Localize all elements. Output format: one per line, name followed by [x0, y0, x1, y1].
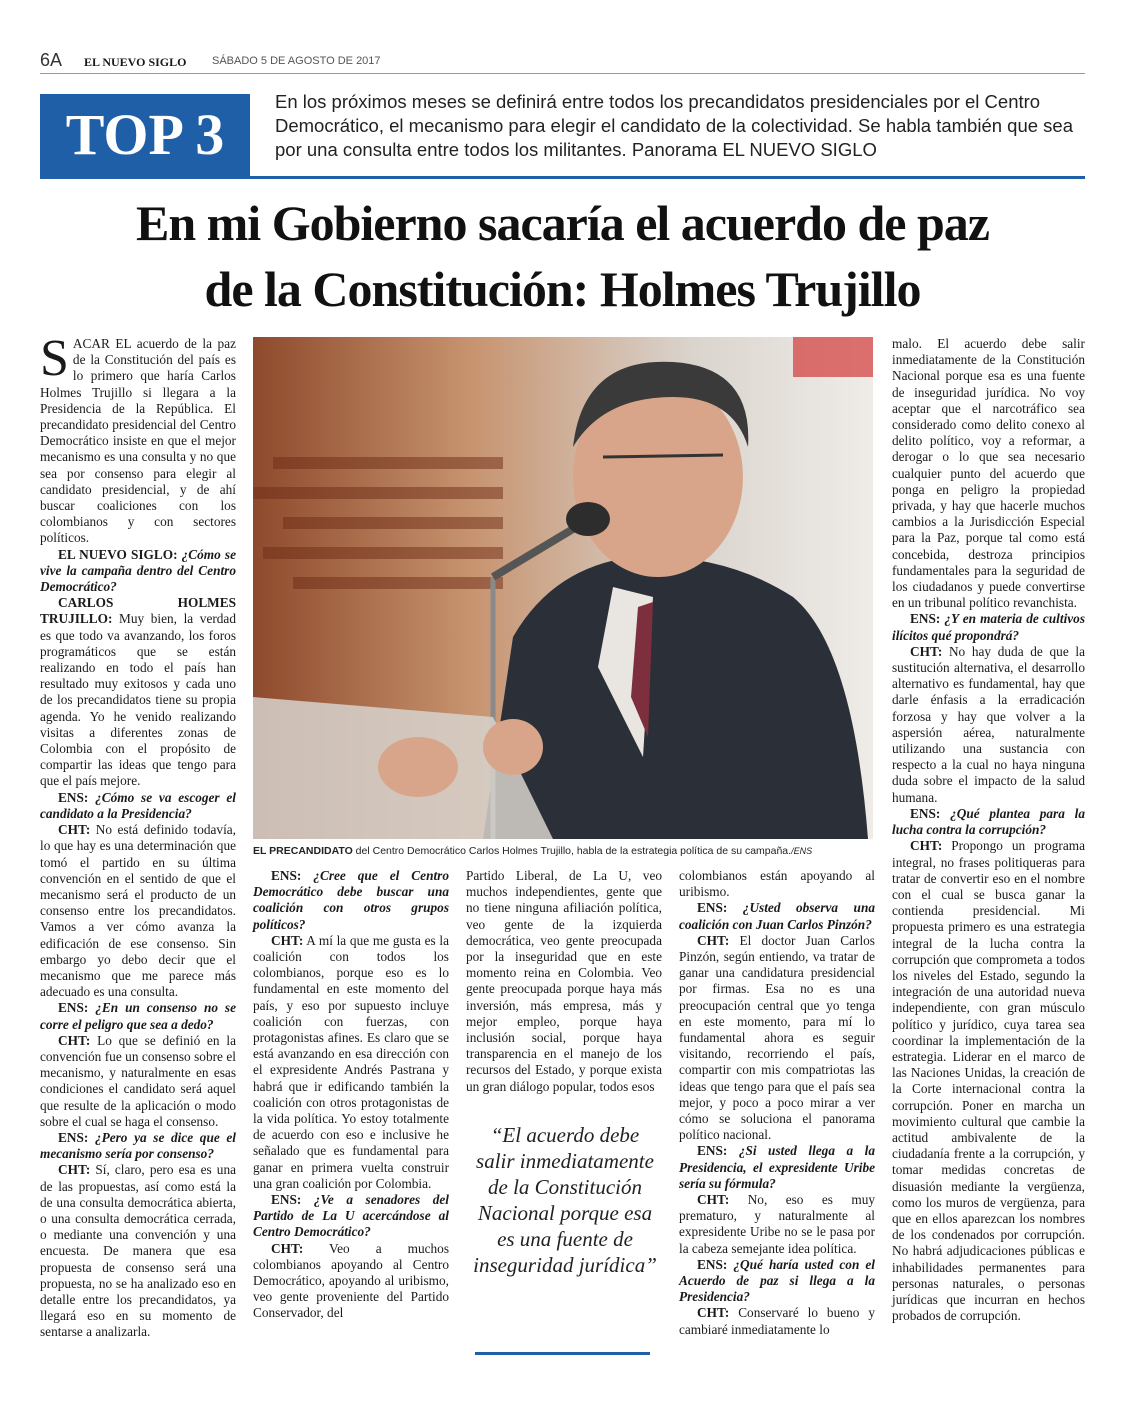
question: ENS: ¿Ve a senadores del Partido de La U acercándose al Centro Democrático? [253, 1192, 449, 1240]
question: ENS: ¿Usted observa una coalición con Juan Carlos Pinzón? [679, 900, 875, 932]
page-number: 6A [40, 50, 63, 70]
answer: CARLOS HOLMES TRUJILLO: Muy bien, la verdad es que todo va avanzando, los foros programáticos que se están realizando en todo el país han resultado muy exitosos y cada uno de los precandidatos tiene su propia agenda. Yo he venido realizando visitas a diferentes zonas de Colombia con el propósito de compartir las ideas que tengo para que el país mejore. [40, 595, 236, 789]
answer: CHT: Conservaré lo bueno y cambiaré inmediatamente lo [679, 1305, 875, 1337]
top3-intro: En los próximos meses se definirá entre todos los precandidatos presidenciales por el Centro Democrático, el mecanismo para elegir el candidato de la colectividad. Se habla también que sea por una consulta entre todos los militantes. Panorama EL NUEVO SIGLO [275, 91, 1074, 160]
newspaper-name: EL NUEVO SIGLO [84, 55, 187, 69]
article-column-1 [40, 330, 237, 1341]
section-rule [40, 176, 1085, 179]
question: ENS: ¿Qué haría usted con el Acuerdo de paz si llega a la Presidencia? [679, 1256, 875, 1305]
paragraph: malo. El acuerdo debe salir inmediatamente de la Constitución Nacional porque esa es una fuente de inseguridad jurídica. No voy aceptar que el narcotráfico sea considerado como delito conexo al delito político, voy a reformar, a derogar o lo que sea necesario cualquier punto del acuerdo que ponga en peligro la propiedad privada, y hay que hacerle muchos cambios a la Jurisdicción Especial para la Paz, porque tal como está concebida, destroza principios fundamentales para la seguridad de los ciudadanos y puede convertirse en un tribunal político revanchista. [892, 336, 1085, 611]
answer: CHT: No hay duda de que la sustitución alternativa, el desarrollo alternativo es fundamental, hay que darle énfasis a la erradicación forzosa y hay que volver a la aspersión aérea, naturalmente utilizando una sustancia con respecto a la cual no haya ninguna duda sobre el impacto de la salud humana. [892, 643, 1085, 805]
answer: CHT: Lo que se definió en la convención fue un consenso sobre el mecanismo, y naturalmente en esas condiciones el candidato será aquel que resulte de la aplicación o modo sobre el cual se haga el consenso. [40, 1032, 236, 1129]
question: ENS: ¿Y en materia de cultivos ilícitos qué propondrá? [892, 611, 1085, 643]
page-header [40, 50, 1085, 74]
headline-line1: En mi Gobierno sacaría el acuerdo de paz [136, 195, 989, 251]
paragraph: Partido Liberal, de La U, veo muchos independientes, gente que no tiene ninguna afiliación política, veo gente de la izquierda democrática, veo gente preocupada por la inseguridad que en este momento reina en Colombia. Veo gente preocupada porque haya más inversión, más empresa, más y mejor empleo, porque haya inclusión social, porque haya transparencia en el manejo de los recursos del Estado, y porque exista un gran diálogo popular, todos esos [466, 868, 662, 1094]
issue-date: SÁBADO 5 DE AGOSTO DE 2017 [212, 55, 381, 67]
article-column-5 [892, 336, 1085, 1324]
answer: CHT: A mí la que me gusta es la coalición con todos los colombianos, porque eso es lo fundamental en este momento del país, y eso por supuesto incluye coalición con fuerzas, con protagonistas afines. Es claro que se está avanzando en esa dirección con el expresidente Andrés Pastrana y habrá que ir edificando también la coalición con otros protagonistas de la vida política. Yo estoy totalmente de acuerdo con eso e inclusive he señalado que es fundamental para ganar en primera vuelta construir una gran coalición por Colombia. [253, 932, 449, 1191]
speaker-illustration [253, 337, 873, 839]
article-column-2 [253, 868, 449, 1322]
pull-quote: “El acuerdo debe salir inmediatamente de la Constitución Nacional porque esa es una fuente de inseguridad jurídica” [473, 1123, 657, 1277]
answer: CHT: Sí, claro, pero esa es una de las propuestas, así como está la de una consulta democrática abierta, o una consulta democrática cerrada, o mediante una convención y una encuesta. De manera que esa propuesta de consenso será una propuesta, no se ha analizado eso en detalle entre los precandidatos, ya llegará eso en su momento de sentarse a analizarla. [40, 1162, 236, 1340]
question: ENS: ¿Cómo se va escoger el candidato a la Presidencia? [40, 789, 236, 821]
candidate-photo [253, 337, 873, 839]
headline [40, 190, 1085, 322]
question: ENS: ¿En un consenso no se corre el peligro que sea a dedo? [40, 1000, 237, 1032]
article-column-3 [466, 868, 662, 1095]
answer: CHT: Propongo un programa integral, no frases politiqueras para tratar de convertir eso en el nombre con el cual se busca ganar la contienda presidencial. Mi propuesta primero es una estrategia integral de la lucha contra la corrupción que comprometa a todos los niveles del Estado, segundo la integración de una autoridad nueva independiente, con gran músculo político y jurídico, cuya tarea sea coordinar la implementación de la estrategia. Liderar en el marco de las Naciones Unidas, la creación de la Corte internacional contra la corrupción. Poner en marcha un movimiento cultural que cambie la actitud ambivalente de la ciudadanía frente a la corrupción, y tomar medidas concretas de disuasión mediante la vergüenza, como los muros de vergüenza, para que en ellos aparezcan los nombres de los condenados por corrupción. No habrá adjudicaciones públicas e inhabilidades permanentes para personas naturales, o personas jurídicas que incurran en hechos probados de corrupción. [892, 838, 1085, 1324]
headline-line2: de la Constitución: Holmes Trujillo [204, 261, 921, 317]
question: ENS: ¿Pero ya se dice que el mecanismo sería por consenso? [40, 1129, 236, 1162]
question: ENS: ¿Qué plantea para la lucha contra la corrupción? [892, 805, 1085, 838]
paragraph: colombianos están apoyando al uribismo. [679, 868, 875, 900]
photo-credit: /ENS [791, 846, 813, 856]
pull-quote-rule [475, 1352, 650, 1355]
article-column-4 [679, 868, 875, 1338]
answer: CHT: No está definido todavía, lo que hay es una determinación que tomó el partido en su última convención en el sentido de que el mecanismo será el producto de un consenso entre los precandidatos. Vamos a ver cómo avanza la edificación de ese consenso. Sin embargo yo debo decir que el mecanismo que me parece más adecuado es una consulta. [40, 822, 236, 1000]
answer: CHT: El doctor Juan Carlos Pinzón, según entiendo, va tratar de ganar una candidatura presidencial por firmas. Esa no es una preocupación central que yo tenga en este momento, para mí lo fundamental ahora es seguir visitando, recorriendo el país, compartir con mis compatriotas las ideas que tengo para que el país sea mejor, y poco a poco mirar a ver cómo se soluciona el panorama político nacional. [679, 932, 875, 1143]
question: ENS: ¿Si usted llega a la Presidencia, el expresidente Uribe sería su fórmula? [679, 1143, 875, 1191]
dropcap: S [40, 330, 69, 387]
answer: CHT: No, eso es muy prematuro, y naturalmente al expresidente Uribe no se le pasa por la cabeza semejante idea política. [679, 1192, 875, 1256]
question: EL NUEVO SIGLO: ¿Cómo se vive la campaña dentro del Centro Democrático? [40, 546, 236, 595]
lead-paragraph: SACAR EL acuerdo de la paz de la Constitución del país es lo primero que haría Carlos Holmes Trujillo si llegara a la Presidencia de la República. El precandidato presidencial del Centro Democrático insiste en que el mejor mecanismo es una consulta y no que sea por consenso para elegir al candidato presidencial, y de ahí buscar coaliciones con los colombianos y con sectores políticos. [40, 330, 236, 546]
question: ENS: ¿Cree que el Centro Democrático debe buscar una coalición con otros grupos políticos? [253, 868, 449, 932]
top3-badge: TOP 3 [40, 94, 250, 176]
photo-caption: EL PRECANDIDATO del Centro Democrático Carlos Holmes Trujillo, habla de la estrategia política de su campaña./ENS [253, 845, 813, 857]
answer: CHT: Veo a muchos colombianos apoyando al Centro Democrático, apoyando al uribismo, veo gente proveniente del Partido Conservador, del [253, 1240, 449, 1321]
